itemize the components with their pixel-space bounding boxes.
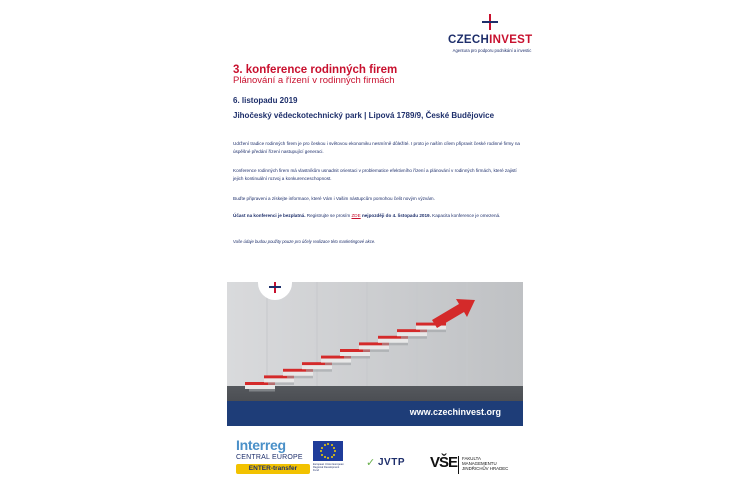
event-title: 3. konference rodinných firem bbox=[233, 64, 398, 76]
step-riser bbox=[416, 326, 446, 330]
step-shadow bbox=[287, 376, 313, 379]
eu-star-icon bbox=[320, 450, 322, 452]
step-shadow bbox=[306, 369, 332, 372]
step-riser bbox=[340, 352, 370, 356]
hero-image bbox=[227, 282, 523, 426]
czechinvest-logo bbox=[448, 14, 532, 54]
logo-tagline: Agentura pro podporu podnikání a investic bbox=[452, 48, 532, 53]
url-banner bbox=[227, 401, 523, 426]
step-riser bbox=[264, 378, 294, 382]
interreg-logo bbox=[236, 437, 344, 477]
register-link[interactable]: ZDE bbox=[351, 213, 361, 218]
eu-star-icon bbox=[324, 456, 326, 458]
eu-star-icon bbox=[327, 443, 329, 445]
eu-star-icon bbox=[333, 447, 335, 449]
step-riser bbox=[397, 332, 427, 336]
body-paragraph-1: Udržení tradice rodinných firem je pro českou i světovou ekonomiku nesmírně důležité. I proto je naším cílem připravit české rodinné firmy na úspěšné předání řízení nastupující generaci. bbox=[233, 141, 520, 154]
eu-star-icon bbox=[333, 454, 335, 456]
capacity-text: Kapacita konference je omezená. bbox=[430, 213, 501, 218]
vse-mark: VŠE bbox=[430, 454, 458, 471]
step-riser bbox=[283, 372, 313, 376]
eu-star-icon bbox=[331, 456, 333, 458]
step-riser bbox=[245, 385, 275, 389]
deadline-text: nejpozději do 4. listopadu 2019. bbox=[360, 213, 431, 218]
step-shadow bbox=[420, 330, 446, 333]
step-riser bbox=[359, 345, 389, 349]
jvtp-wordmark: JVTP bbox=[378, 457, 406, 468]
eu-star-icon bbox=[321, 454, 323, 456]
step-riser bbox=[302, 365, 332, 369]
step-shadow bbox=[344, 356, 370, 359]
registration-paragraph bbox=[233, 212, 523, 220]
vse-faculty-text: FAKULTA MANAGEMENTU JINDŘICHŮV HRADEC bbox=[462, 456, 509, 472]
body-paragraph-3: Buďte připraveni a získejte informace, které Vám i Vašim nástupcům pomohou čelit novým výzvám. bbox=[233, 196, 435, 201]
logo-wordmark: CZECHINVEST bbox=[448, 34, 533, 46]
step-riser bbox=[321, 359, 351, 363]
eu-fund-text: European Union European Regional Development Fund bbox=[313, 463, 344, 473]
body-paragraph-2: Konference rodinných firem má vlastníkům usnadnit orientaci v problematice efektivního řízení a plánování v rodinných firmách, které zajistí jejich kontinuální rozvoj a konkurenceschopnost. bbox=[233, 168, 517, 181]
jvtp-mark-icon: ✓ bbox=[366, 457, 376, 469]
interreg-project: ENTER-transfer bbox=[236, 464, 310, 474]
interreg-region: CENTRAL EUROPE bbox=[236, 454, 303, 461]
step-shadow bbox=[249, 389, 275, 392]
eu-star-icon bbox=[324, 444, 326, 446]
step-shadow bbox=[325, 363, 351, 366]
vse-divider bbox=[458, 456, 459, 474]
vse-logo bbox=[430, 454, 520, 478]
event-subtitle: Plánování a řízení v rodinných firmách bbox=[233, 75, 395, 86]
free-entry-text: Účast na konferenci je bezplatná. bbox=[233, 213, 306, 218]
eu-star-icon bbox=[334, 450, 336, 452]
interreg-wordmark: Interreg bbox=[236, 437, 286, 453]
cross-icon bbox=[482, 14, 498, 30]
event-date: 6. listopadu 2019 bbox=[233, 96, 298, 105]
jvtp-logo bbox=[366, 454, 426, 474]
eu-star-icon bbox=[321, 447, 323, 449]
website-url[interactable]: www.czechinvest.org bbox=[409, 407, 501, 417]
privacy-note: Vaše údaje budou použity pouze pro účely realizace této marketingové akce. bbox=[233, 239, 376, 244]
eu-flag-icon bbox=[313, 441, 343, 461]
eu-star-icon bbox=[327, 457, 329, 459]
eu-star-icon bbox=[331, 444, 333, 446]
event-venue: Jihočeský vědeckotechnický park | Lipová 1789/9, České Budějovice bbox=[233, 111, 495, 120]
step-shadow bbox=[382, 343, 408, 346]
step-riser bbox=[378, 339, 408, 343]
register-text: Registrujte se prosím bbox=[305, 213, 352, 218]
step-shadow bbox=[268, 382, 294, 385]
step-shadow bbox=[401, 336, 427, 339]
step-shadow bbox=[363, 349, 389, 352]
